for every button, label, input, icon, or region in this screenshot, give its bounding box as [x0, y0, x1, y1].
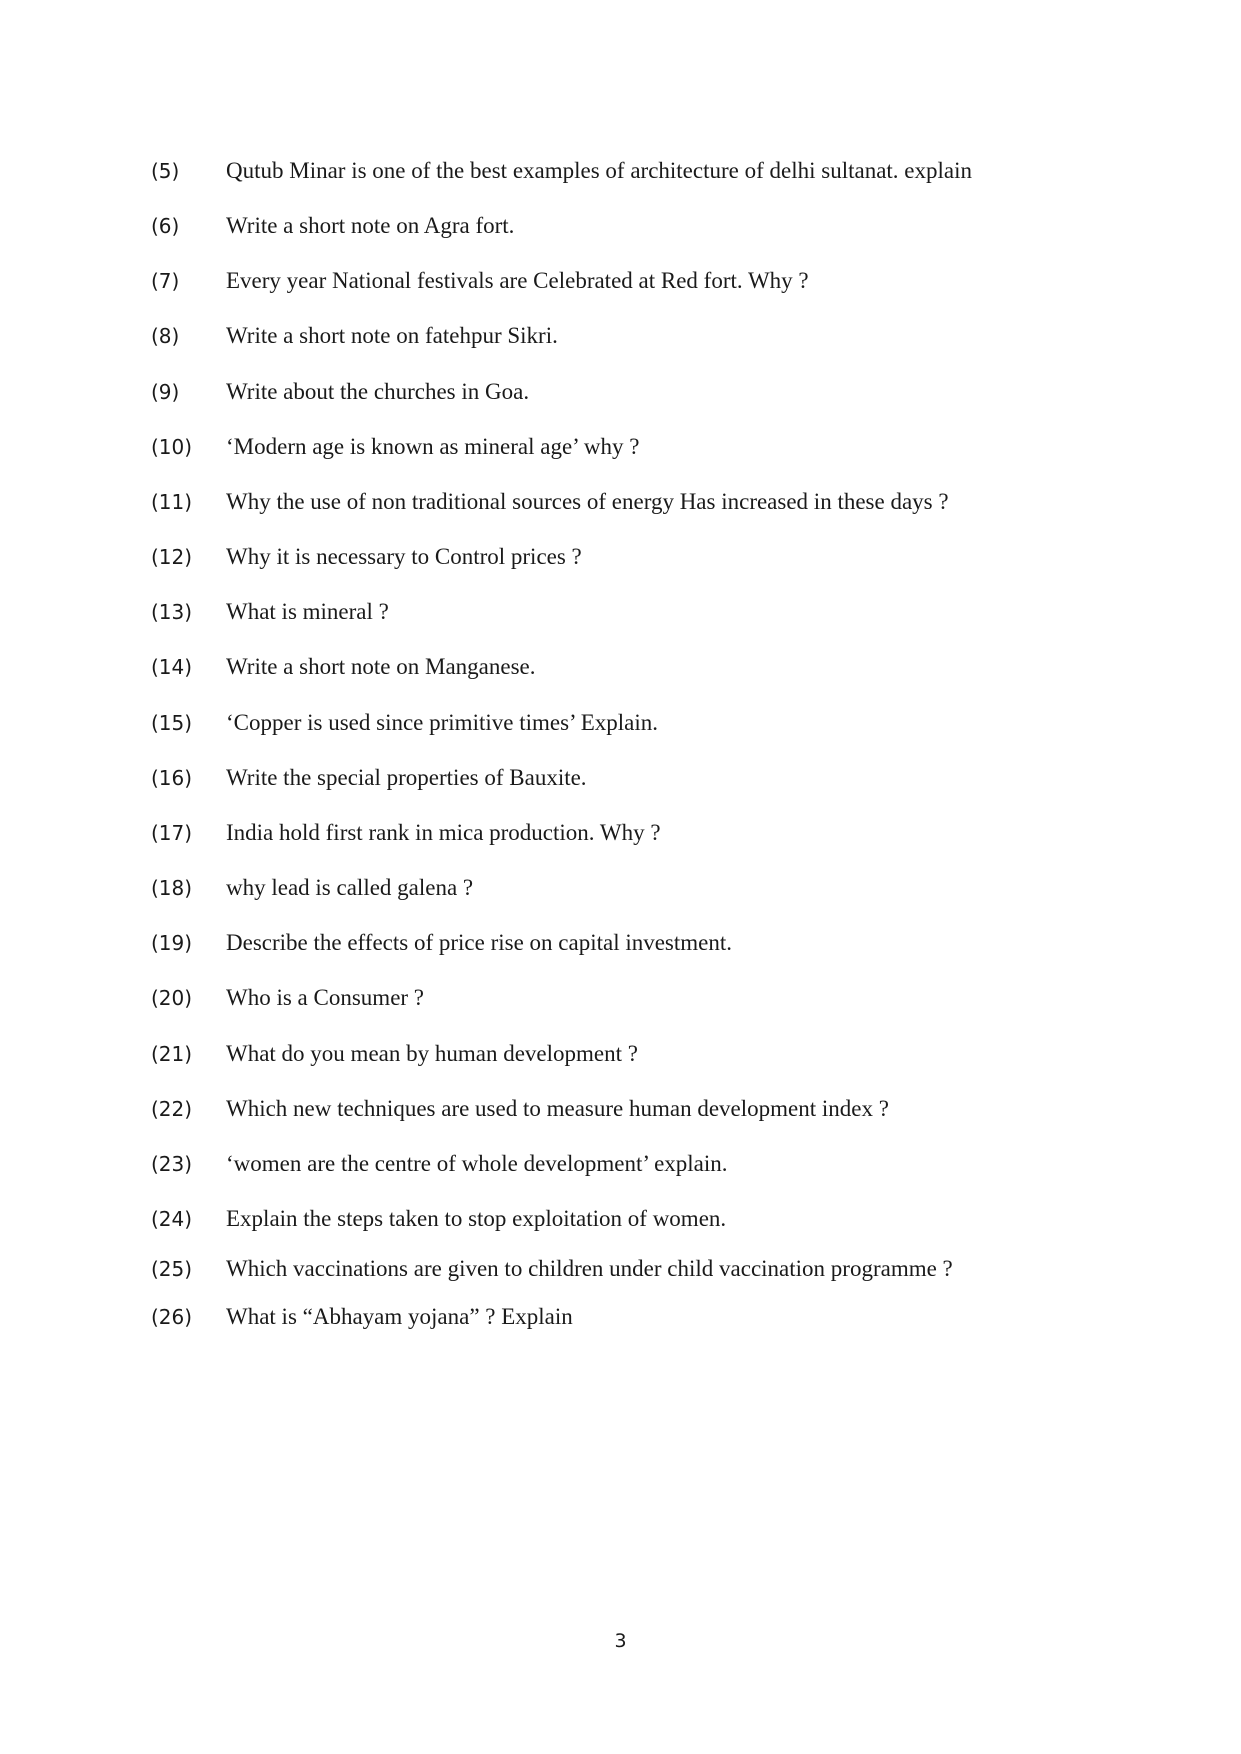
- question-text: Write a short note on Agra fort.: [226, 213, 515, 238]
- question-item: [0, 432, 1241, 472]
- question-item: [0, 1302, 1241, 1342]
- question-text: Write about the churches in Goa.: [226, 379, 530, 404]
- question-text: Why it is necessary to Control prices ?: [226, 544, 582, 569]
- question-text: ‘Copper is used since primitive times’ Explain.: [226, 710, 659, 735]
- question-item: [0, 818, 1241, 858]
- question-number: (15): [151, 711, 193, 735]
- page-number: 3: [614, 1630, 627, 1652]
- question-text: Qutub Minar is one of the best examples of architecture of delhi sultanat. explain: [226, 158, 972, 183]
- question-text: Which new techniques are used to measure human development index ?: [226, 1096, 889, 1121]
- question-number: (14): [151, 655, 193, 679]
- question-number: (21): [151, 1042, 193, 1066]
- question-item: [0, 487, 1241, 527]
- question-item: [0, 983, 1241, 1023]
- question-text: Write the special properties of Bauxite.: [226, 765, 587, 790]
- question-number: (19): [151, 931, 193, 955]
- question-text: Which vaccinations are given to children under child vaccination programme ?: [226, 1256, 953, 1281]
- question-number: (20): [151, 986, 193, 1010]
- question-text: Every year National festivals are Celebrated at Red fort. Why ?: [226, 268, 809, 293]
- question-item: [0, 597, 1241, 637]
- question-text: Why the use of non traditional sources of energy Has increased in these days ?: [226, 489, 949, 514]
- question-item: [0, 542, 1241, 582]
- question-item: [0, 266, 1241, 306]
- question-item: [0, 156, 1241, 196]
- question-text: India hold first rank in mica production. Why ?: [226, 820, 661, 845]
- question-number: (22): [151, 1097, 193, 1121]
- question-text: What is “Abhayam yojana” ? Explain: [226, 1304, 573, 1329]
- question-text: Write a short note on fatehpur Sikri.: [226, 323, 558, 348]
- question-number: (8): [151, 324, 180, 348]
- question-number: (17): [151, 821, 193, 845]
- question-number: (18): [151, 876, 193, 900]
- question-text: Explain the steps taken to stop exploitation of women.: [226, 1206, 727, 1231]
- question-item: [0, 377, 1241, 417]
- question-number: (26): [151, 1305, 193, 1329]
- question-number: (6): [151, 214, 180, 238]
- question-item: [0, 1204, 1241, 1244]
- question-number: (10): [151, 435, 193, 459]
- question-item: [0, 211, 1241, 251]
- question-number: (12): [151, 545, 193, 569]
- question-item: [0, 928, 1241, 968]
- question-text: why lead is called galena ?: [226, 875, 474, 900]
- question-text: ‘Modern age is known as mineral age’ why ?: [226, 434, 640, 459]
- question-number: (23): [151, 1152, 193, 1176]
- question-text: Who is a Consumer ?: [226, 985, 425, 1010]
- question-number: (25): [151, 1257, 193, 1281]
- question-text: What is mineral ?: [226, 599, 389, 624]
- question-number: (7): [151, 269, 180, 293]
- question-number: (16): [151, 766, 193, 790]
- question-item: [0, 873, 1241, 913]
- question-item: [0, 1094, 1241, 1134]
- question-text: ‘women are the centre of whole development’ explain.: [226, 1151, 728, 1176]
- question-number: (13): [151, 600, 193, 624]
- question-item: [0, 763, 1241, 803]
- question-item: [0, 1039, 1241, 1079]
- question-item: [0, 321, 1241, 361]
- question-number: (11): [151, 490, 193, 514]
- question-text: Write a short note on Manganese.: [226, 654, 536, 679]
- question-text: What do you mean by human development ?: [226, 1041, 638, 1066]
- question-text: Describe the effects of price rise on capital investment.: [226, 930, 733, 955]
- question-number: (9): [151, 380, 180, 404]
- question-item: [0, 1254, 1241, 1294]
- question-number: (5): [151, 159, 180, 183]
- question-item: [0, 652, 1241, 692]
- question-item: [0, 1149, 1241, 1189]
- question-number: (24): [151, 1207, 193, 1231]
- question-item: [0, 708, 1241, 748]
